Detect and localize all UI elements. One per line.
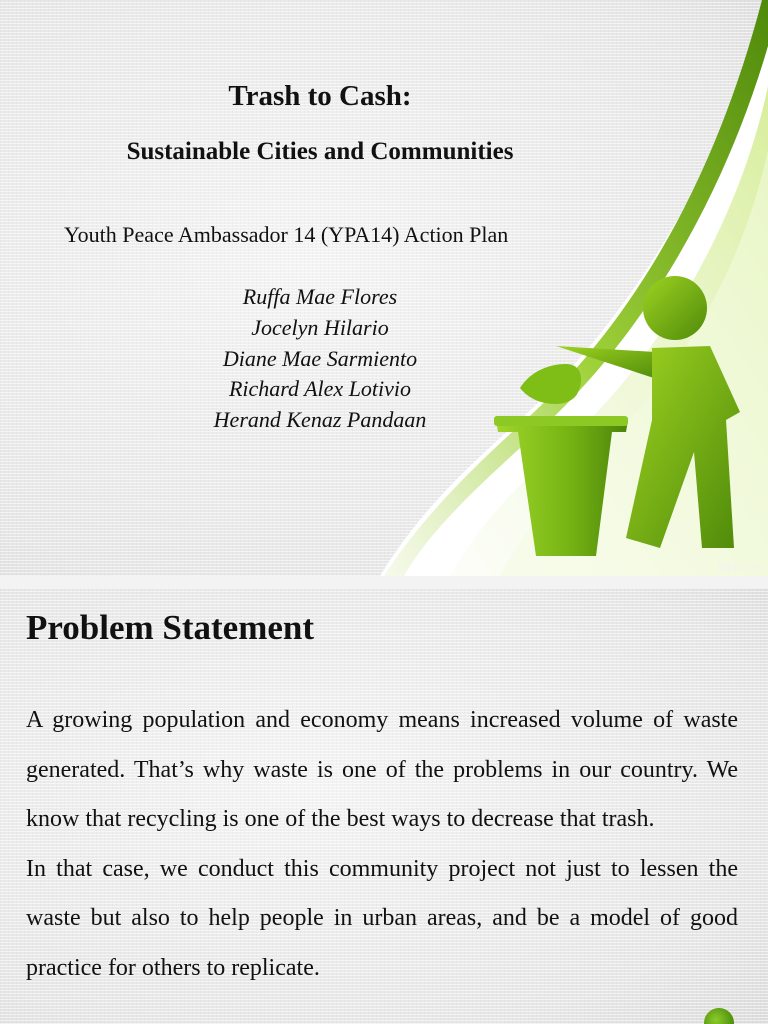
- slide-separator: [0, 576, 768, 588]
- section-heading: Problem Statement: [26, 608, 315, 647]
- slide-subtitle: Sustainable Cities and Communities: [126, 138, 514, 165]
- slide-title: Trash to Cash:: [228, 80, 412, 112]
- author-name: Herand Kenaz Pandaan: [213, 407, 427, 433]
- problem-statement-slide: [0, 588, 768, 1024]
- paragraph: In that case, we conduct this community project not just to lessen the waste but also to help people in urban areas, and be a model of good practice for others to replicate.: [26, 855, 738, 981]
- problem-statement-body: [26, 696, 738, 993]
- author-name: Jocelyn Hilario: [251, 314, 389, 340]
- author-name: Richard Alex Lotivio: [228, 376, 412, 402]
- author-name: Diane Mae Sarmiento: [222, 345, 418, 371]
- watermark: fppt.com: [717, 562, 762, 573]
- paragraph: A growing population and economy means increased volume of waste generated. That’s why waste is one of the problems in our country. We know that recycling is one of the best ways to decrease that trash.: [26, 707, 738, 832]
- author-list: [160, 282, 480, 436]
- decorative-dot-icon: [704, 1008, 734, 1024]
- author-name: Ruffa Mae Flores: [242, 284, 398, 309]
- action-plan-label: Youth Peace Ambassador 14 (YPA14) Action Plan: [64, 222, 509, 247]
